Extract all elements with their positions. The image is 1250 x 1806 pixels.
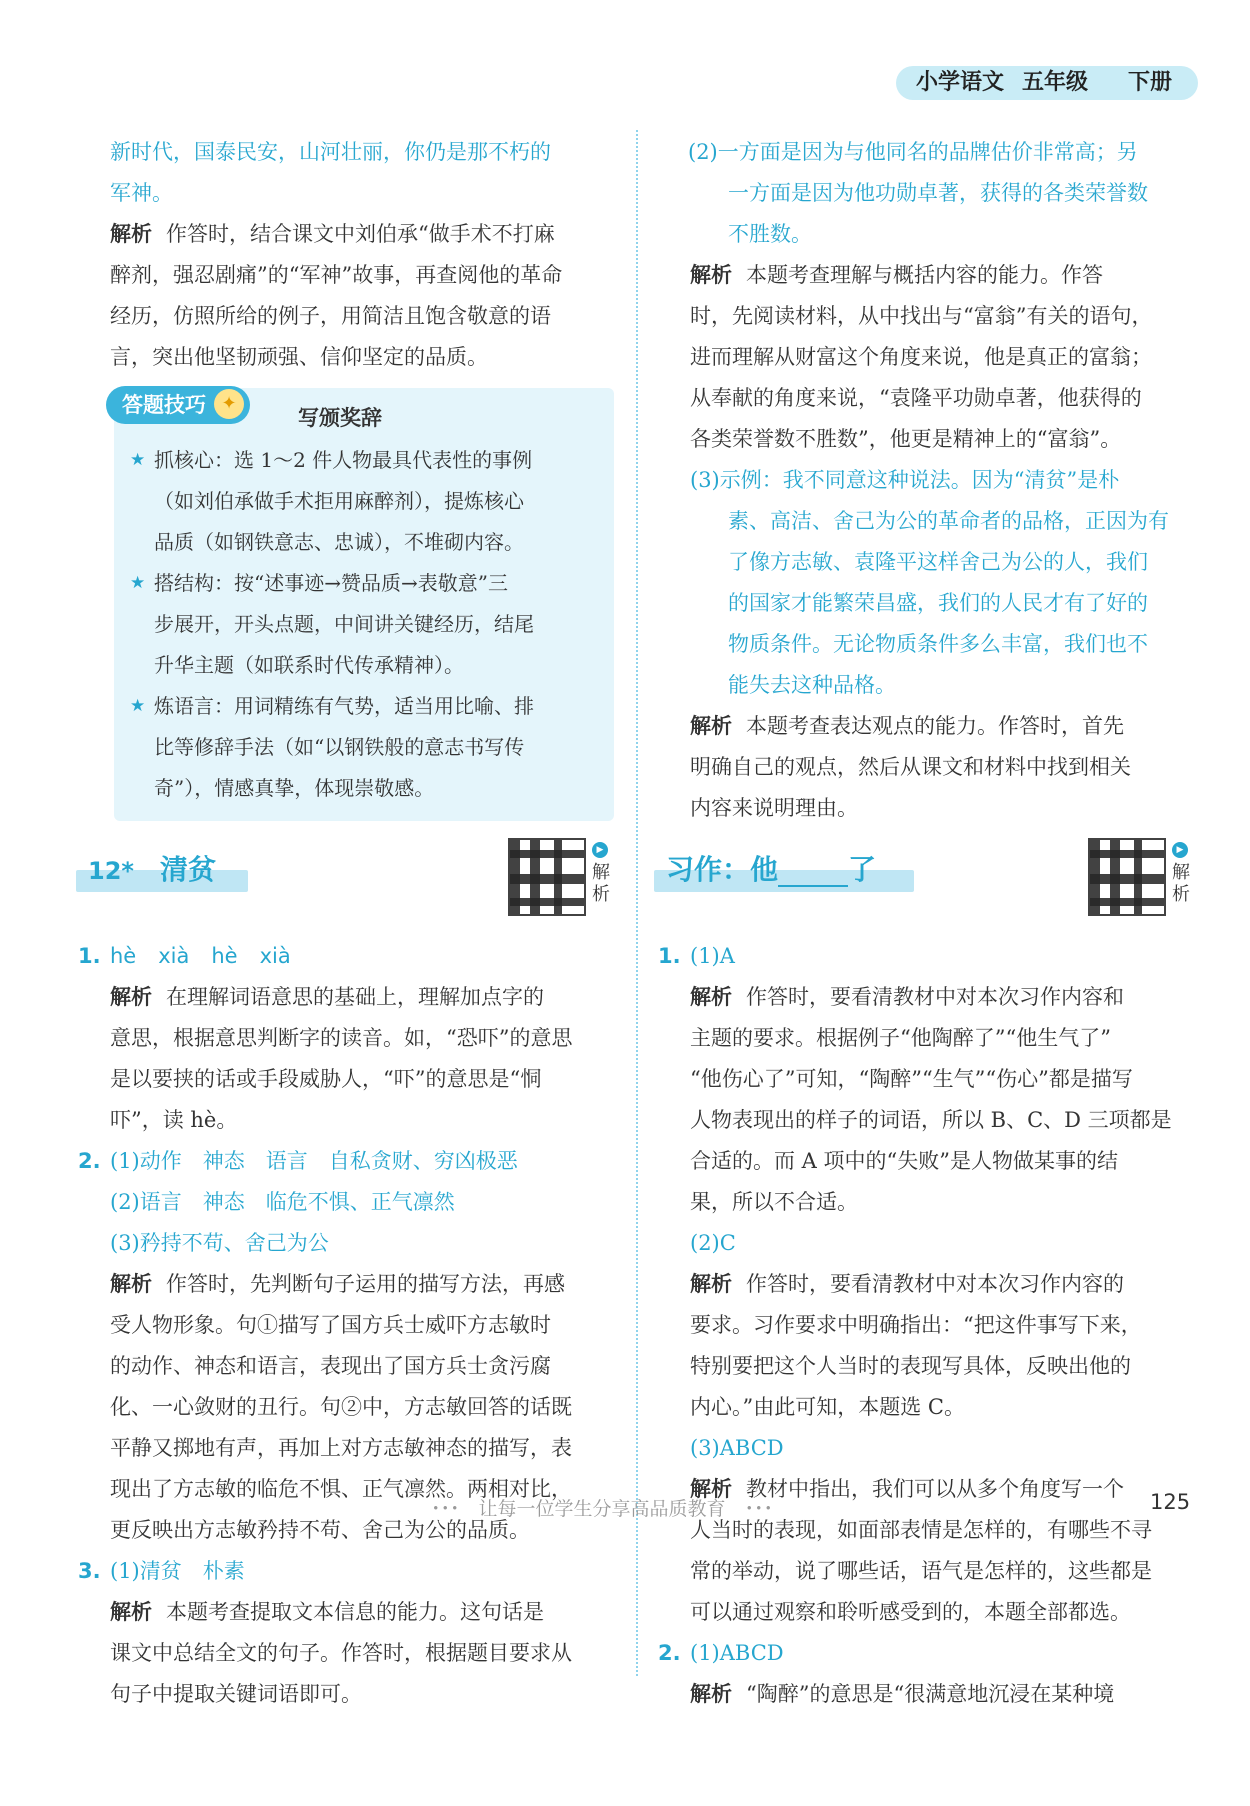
tip-item: ★ 抓核心：选 1～2 件人物最具代表性的事例 （如刘伯承做手术拒用麻醉剂），提炼核心 品质（如钢铁意志、忠诚），不堆砌内容。: [154, 440, 600, 563]
q3-answer: 3. (1)清贫 朴素: [78, 1559, 245, 1583]
analysis-line: 醉剂，强忍剧痛”的“军神”故事，再查阅他的革命: [110, 263, 563, 287]
analysis-paragraph: 解析 本题考查表达观点的能力。作答时，首先: [690, 714, 1124, 738]
left-column: [110, 132, 638, 821]
header-subject: 小学语文: [916, 70, 1005, 95]
q1-answer: 1. hè xià hè xià: [78, 944, 291, 968]
section-number: 12*: [88, 857, 134, 885]
q2-answer: 2. (1)动作 神态 语言 自私贪财、穷凶极恶: [78, 1149, 518, 1173]
title-blank: [778, 855, 848, 887]
page-number: 125: [1150, 1490, 1191, 1514]
header-book-tag: [896, 66, 1198, 100]
bulb-icon: ✦: [214, 389, 244, 419]
analysis-paragraph: 解析 在理解词语意思的基础上，理解加点字的: [110, 985, 544, 1009]
tips-subtitle: 写颁奖辞: [298, 406, 382, 430]
section-heading-xizuo: 习作：他 了: [654, 848, 914, 896]
star-icon: ★: [130, 696, 146, 716]
qr-label: 解析: [1172, 862, 1190, 905]
section-title: 清贫: [159, 853, 216, 886]
analysis-paragraph: 解析 本题考查理解与概括内容的能力。作答: [690, 263, 1103, 287]
star-icon: ★: [130, 450, 146, 470]
analysis-paragraph: 解析 作答时，结合课文中刘伯承“做手术不打麻: [110, 222, 555, 246]
tips-box: [114, 388, 614, 821]
header-volume: 下册: [1128, 70, 1173, 95]
tips-title-pill: [106, 386, 250, 424]
analysis-line: 言，突出他坚韧顽强、信仰坚定的品质。: [110, 345, 488, 369]
qr-code-icon[interactable]: [1088, 838, 1166, 916]
section-heading-qingpin: [76, 848, 248, 896]
analysis-paragraph: 解析 教材中指出，我们可以从多个角度写一个: [690, 1477, 1124, 1501]
header-grade: 五年级: [1022, 70, 1089, 95]
tip-item: ★ 搭结构：按“述事迹→赞品质→表敬意”三 步展开，开头点题，中间讲关键经历，结尾 升华主题（如联系时代传承精神）。: [154, 563, 600, 686]
analysis-paragraph: 解析 作答时，要看清教材中对本次习作内容的: [690, 1272, 1124, 1296]
analysis-line: 经历，仿照所给的例子，用简洁且饱含敬意的语: [110, 304, 551, 328]
tip-item: ★ 炼语言：用词精练有气势，适当用比喻、排 比等修辞手法（如“以钢铁般的意志书写传 奇”），情感真挚，体现崇敬感。: [154, 686, 600, 809]
star-icon: ★: [130, 573, 146, 593]
analysis-paragraph: 解析 “陶醉”的意思是“很满意地沉浸在某种境: [690, 1682, 1115, 1706]
left-lower-column: 1. hè xià hè xià 解析 在理解词语意思的基础上，理解加点字的 意思，根据意思判断字的读音。如，“恐吓”的意思 是以要挟的话或手段威胁人，“吓”的意思是“恫 吓”，读 hè。 2. (1)动作 神态 语言 自私贪财、穷凶极恶 (2)语言 神态 临危不惧、正气凛然 (3)矜持不苟、舍己为公 解析 作答时，先判断句子运用的描写方法，再感 受人物形象。句①描写了国方兵士威吓方志敏时 的动作、神态和语言，表现出了国方兵士贪污腐 化、一心敛财的丑行。句②中，方志敏回答的话既 平静又掷地有声，再加上对方志敏神态的描写，表 现出了方志敏的临危不惧、正气凛然。两相对比， 更反映出方志敏矜持不苟、舍己为公的品质。 3. (1)清贫 朴素 解析 本题考查提取文本信息的能力。这句话是 课文中总结全文的句子。作答时，根据题目要求从 句子中提取关键词语即可。: [110, 936, 638, 1715]
play-icon: ▶: [1172, 842, 1188, 858]
tips-title: 答题技巧: [122, 393, 206, 417]
play-icon: ▶: [592, 842, 608, 858]
right-lower-column: 1. (1)A 解析 作答时，要看清教材中对本次习作内容和 主题的要求。根据例子“他陶醉了”“他生气了” “他伤心了”可知，“陶醉”“生气”“伤心”都是描写 人物表现出的样子的词语，所以 B、C、D 三项都是 合适的。而 A 项中的“失败”是人物做某事的结 果，所以不合适。 (2)C 解析 作答时，要看清教材中对本次习作内容的 要求。习作要求中明确指出：“把这件事写下来， 特别要把这个人当时的表现写具体，反映出他的 内心。”由此可知，本题选 C。 (3)ABCD 解析 教材中指出，我们可以从多个角度写一个 人当时的表现，如面部表情是怎样的，有哪些不寻 常的举动，说了哪些话，语气是怎样的，这些都是 可以通过观察和聆听感受到的，本题全部都选。 2. (1)ABCD 解析 “陶醉”的意思是“很满意地沉浸在某种境: [690, 936, 1196, 1715]
section-title: 习作：他: [666, 853, 779, 886]
qr-label: 解析: [592, 862, 610, 905]
answer-line: 军神。: [110, 181, 173, 205]
analysis-paragraph: 解析 作答时，要看清教材中对本次习作内容和: [690, 985, 1124, 1009]
analysis-paragraph: 解析 本题考查提取文本信息的能力。这句话是: [110, 1600, 544, 1624]
footer-slogan: ･･･ 让每一位学生分享高品质教育 ･･･: [430, 1498, 773, 1520]
answer-line: 新时代，国泰民安，山河壮丽，你仍是那不朽的: [110, 140, 551, 164]
analysis-label: 解析: [110, 222, 152, 246]
analysis-paragraph: 解析 作答时，先判断句子运用的描写方法，再感: [110, 1272, 565, 1296]
right-column: (2)一方面是因为与他同名的品牌估价非常高；另 一方面是因为他功勋卓著，获得的各类荣誉数 不胜数。 解析 本题考查理解与概括内容的能力。作答 时，先阅读材料，从中找出与“富翁”有关的语句， 进而理解从财富这个角度来说，他是真正的富翁； 从奉献的角度来说，“袁隆平功勋卓著，他获得的 各类荣誉数不胜数”，他更是精神上的“富翁”。 (3)示例：我不同意这种说法。因为“清贫”是朴 素、高洁、舍己为公的革命者的品格，正因为有 了像方志敏、袁隆平这样舍己为公的人，我们 的国家才能繁荣昌盛，我们的人民才有了好的 物质条件。无论物质条件多么丰富，我们也不 能失去这种品格。 解析 本题考查表达观点的能力。作答时，首先 明确自己的观点，然后从课文和材料中找到相关 内容来说明理由。: [690, 132, 1196, 829]
qr-code-icon[interactable]: [508, 838, 586, 916]
